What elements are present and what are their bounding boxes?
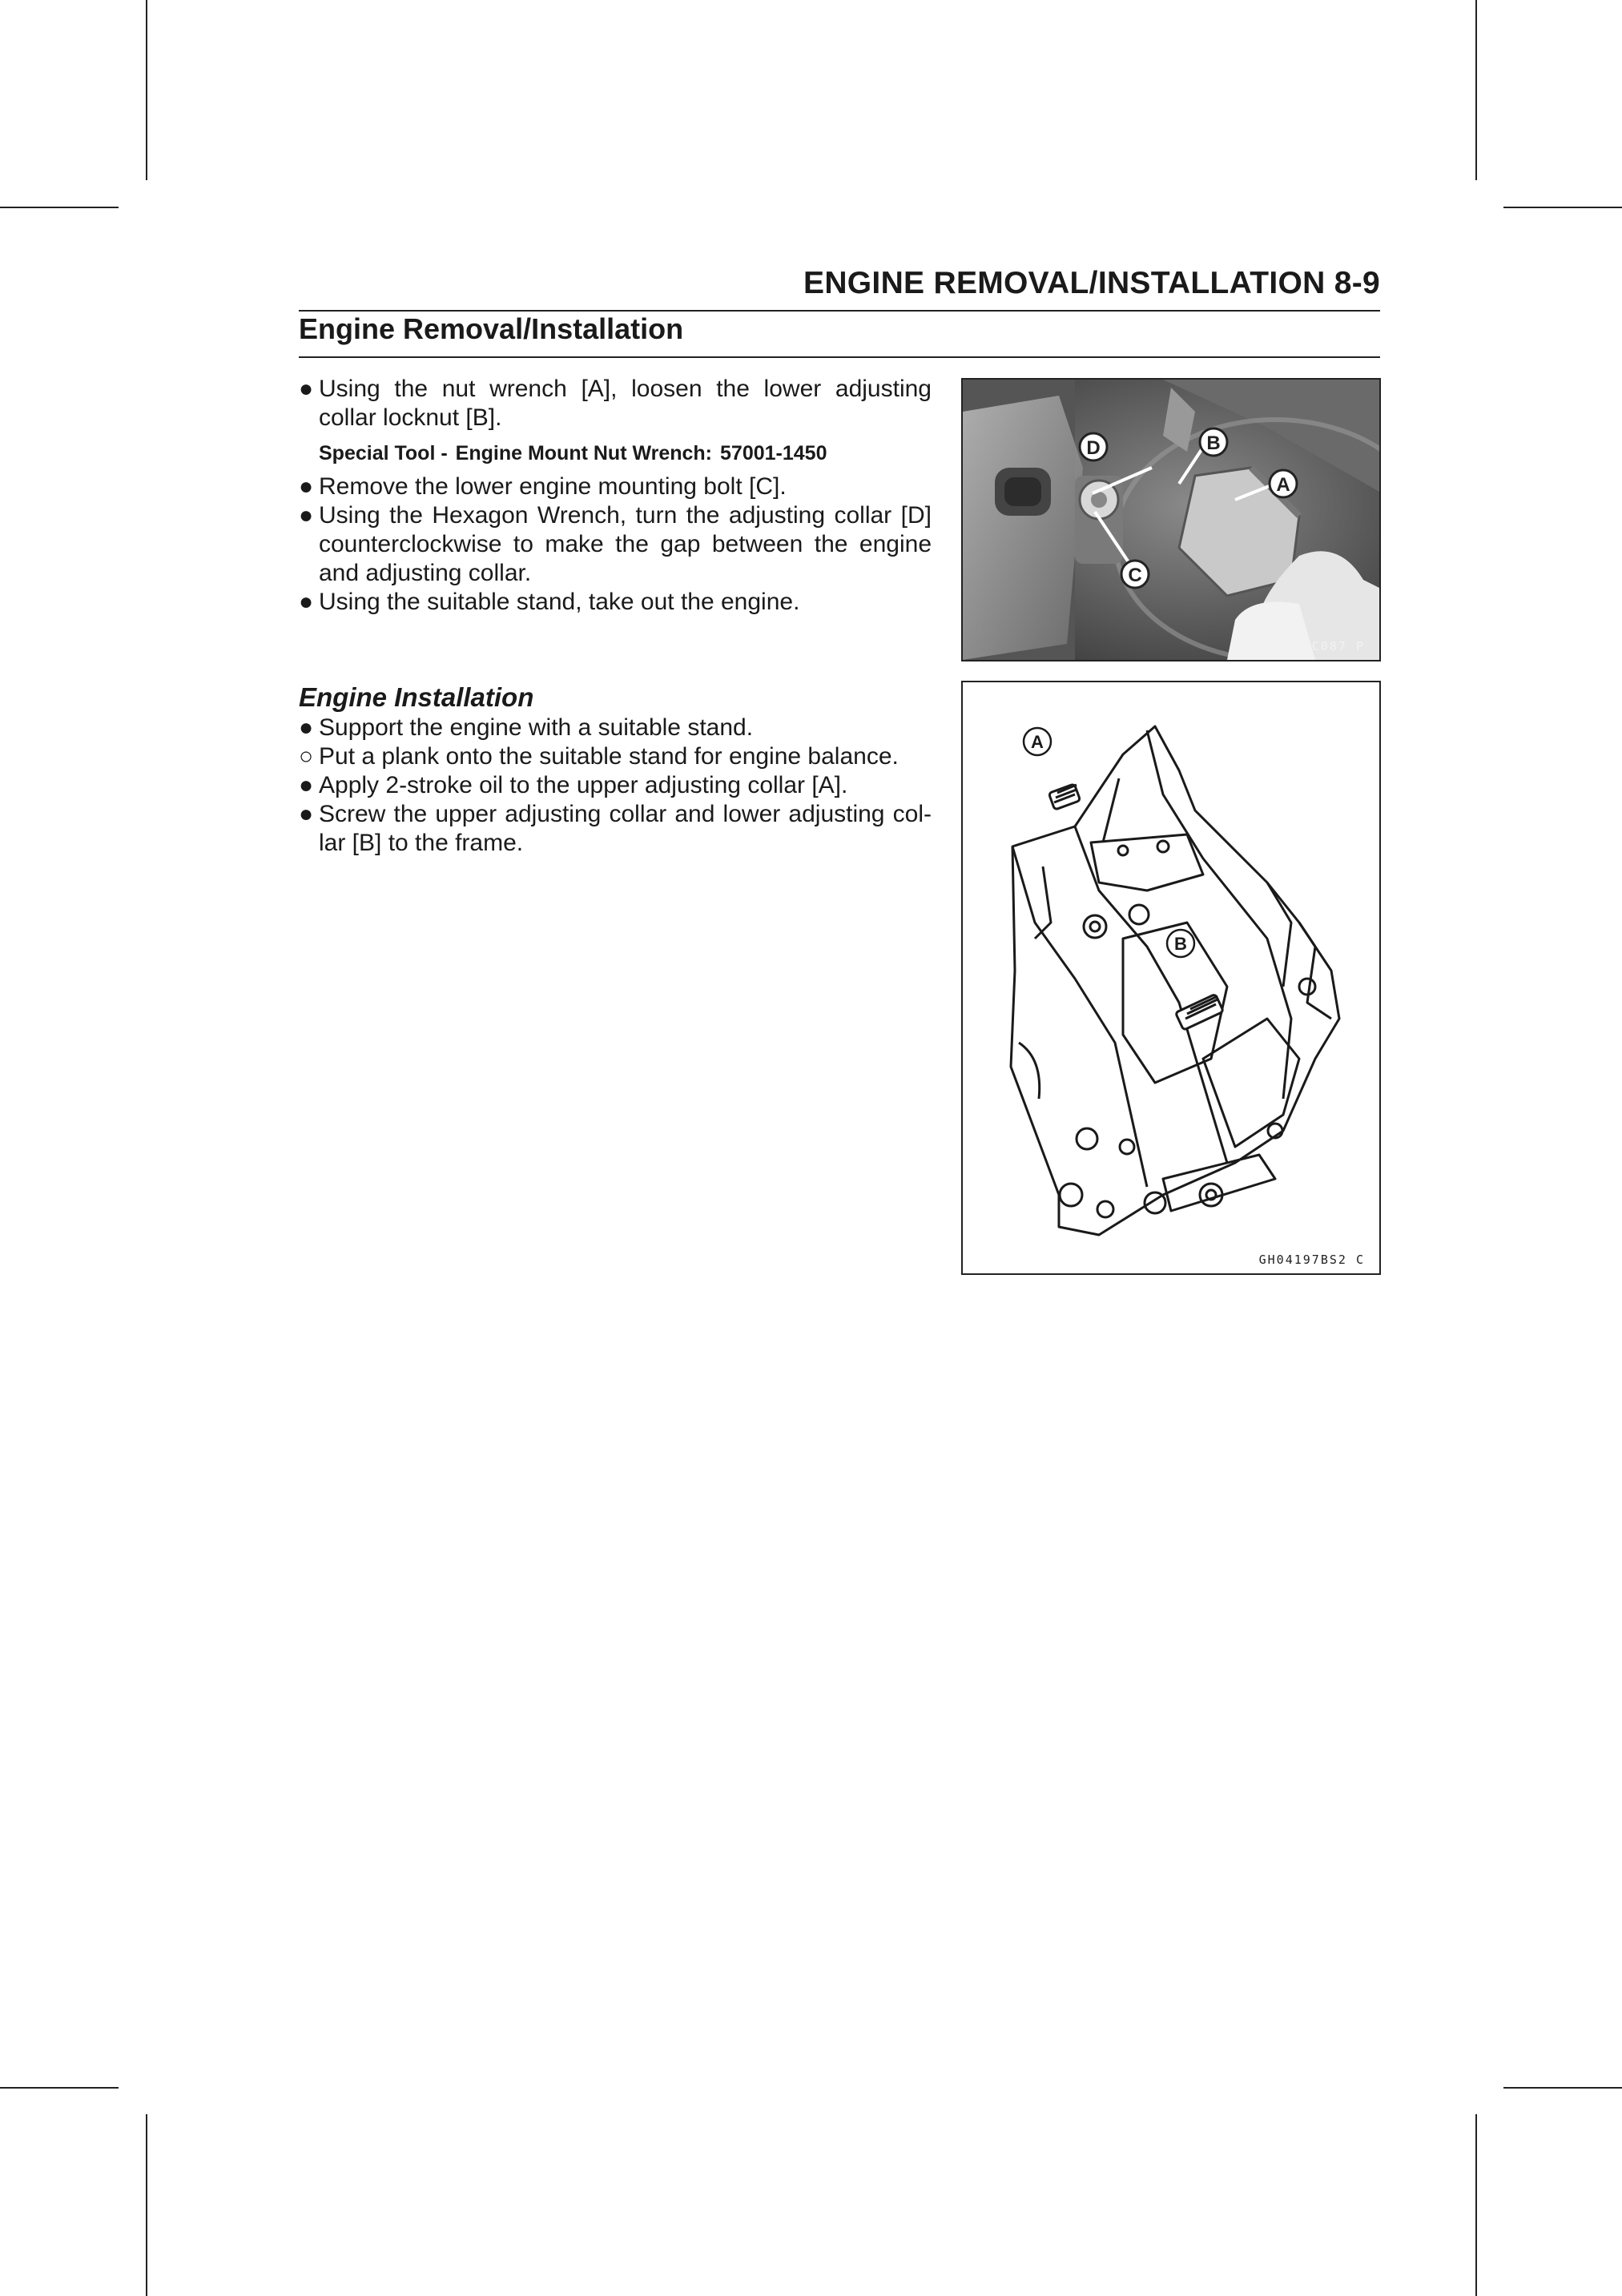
- list-item: [299, 742, 932, 771]
- step-text: Using the Hexagon Wrench, turn the adjusting collar [D] counterclockwise to make the gap between the engine and adjusting collar.: [319, 502, 932, 586]
- svg-text:D: D: [1086, 437, 1101, 459]
- step-text: Using the suitable stand, take out the engine.: [319, 589, 800, 615]
- sub-bullet-marker: ○: [299, 743, 314, 770]
- callout-d: [1080, 433, 1107, 460]
- svg-text:B: B: [1206, 432, 1221, 454]
- photo-figure: [961, 378, 1381, 661]
- bullet-marker: ●: [299, 772, 314, 798]
- section-title: Engine Removal/Installation: [299, 312, 684, 345]
- svg-text:A: A: [1031, 732, 1044, 752]
- crop-mark: [1503, 207, 1622, 208]
- removal-steps: [299, 375, 932, 617]
- crop-mark: [1475, 2114, 1477, 2296]
- bullet-marker: ●: [299, 502, 314, 529]
- section-rule: [299, 356, 1380, 358]
- callout-b-drawing: [1167, 930, 1194, 957]
- list-item: [299, 375, 932, 432]
- crop-mark: [1503, 2087, 1622, 2089]
- upper-adjusting-collar: [1048, 784, 1080, 810]
- drawing-figure: [961, 681, 1381, 1275]
- svg-text:B: B: [1174, 934, 1187, 954]
- crop-mark: [146, 0, 147, 180]
- step-text: Screw the upper adjusting collar and lower adjusting col-lar [B] to the frame.: [319, 801, 932, 856]
- list-item: [299, 588, 932, 617]
- list-item: [299, 472, 932, 501]
- bullet-marker: ●: [299, 801, 314, 827]
- list-item: [299, 501, 932, 588]
- step-text: Remove the lower engine mounting bolt [C].: [319, 473, 787, 500]
- bullet-marker: ●: [299, 589, 314, 615]
- step-text: Support the engine with a suitable stand.: [319, 714, 754, 741]
- bullet-marker: ●: [299, 376, 314, 402]
- svg-text:C: C: [1128, 565, 1142, 586]
- step-text: Apply 2-stroke oil to the upper adjusting collar [A].: [319, 772, 848, 798]
- photo-figure-code: GH04C087 P: [1276, 639, 1365, 653]
- list-item: [299, 714, 932, 742]
- frame-drawing: [963, 682, 1379, 1273]
- crop-mark: [0, 2087, 119, 2089]
- step-text: Put a plank onto the suitable stand for engine balance.: [319, 743, 899, 770]
- installation-steps: [299, 714, 932, 858]
- special-tool-name: Engine Mount Nut Wrench:: [455, 442, 713, 464]
- crop-mark: [1475, 0, 1477, 180]
- list-item: [299, 800, 932, 858]
- svg-text:A: A: [1276, 474, 1290, 496]
- special-tool-label: Special Tool -: [319, 442, 448, 464]
- bullet-marker: ●: [299, 714, 314, 741]
- callout-a-drawing: [1024, 728, 1051, 755]
- header-rule: [299, 310, 1380, 312]
- crop-mark: [146, 2114, 147, 2296]
- callout-b: [1200, 428, 1227, 456]
- callout-a: [1270, 470, 1297, 497]
- crop-mark: [0, 207, 119, 208]
- special-tool-part-number: 57001-1450: [720, 442, 827, 464]
- list-item: [299, 771, 932, 800]
- engine-installation-heading: Engine Installation: [299, 682, 534, 712]
- drawing-figure-code: GH04197BS2 C: [1258, 1253, 1365, 1267]
- step-text: Using the nut wrench [A], loosen the lower adjusting collar locknut [B].: [319, 376, 932, 431]
- running-header: ENGINE REMOVAL/INSTALLATION 8-9: [803, 266, 1380, 300]
- callout-c: [1121, 561, 1149, 588]
- engine-mount-photo: [963, 380, 1379, 660]
- special-tool: [299, 439, 932, 468]
- lower-adjusting-collar: [1175, 994, 1223, 1030]
- bullet-marker: ●: [299, 473, 314, 500]
